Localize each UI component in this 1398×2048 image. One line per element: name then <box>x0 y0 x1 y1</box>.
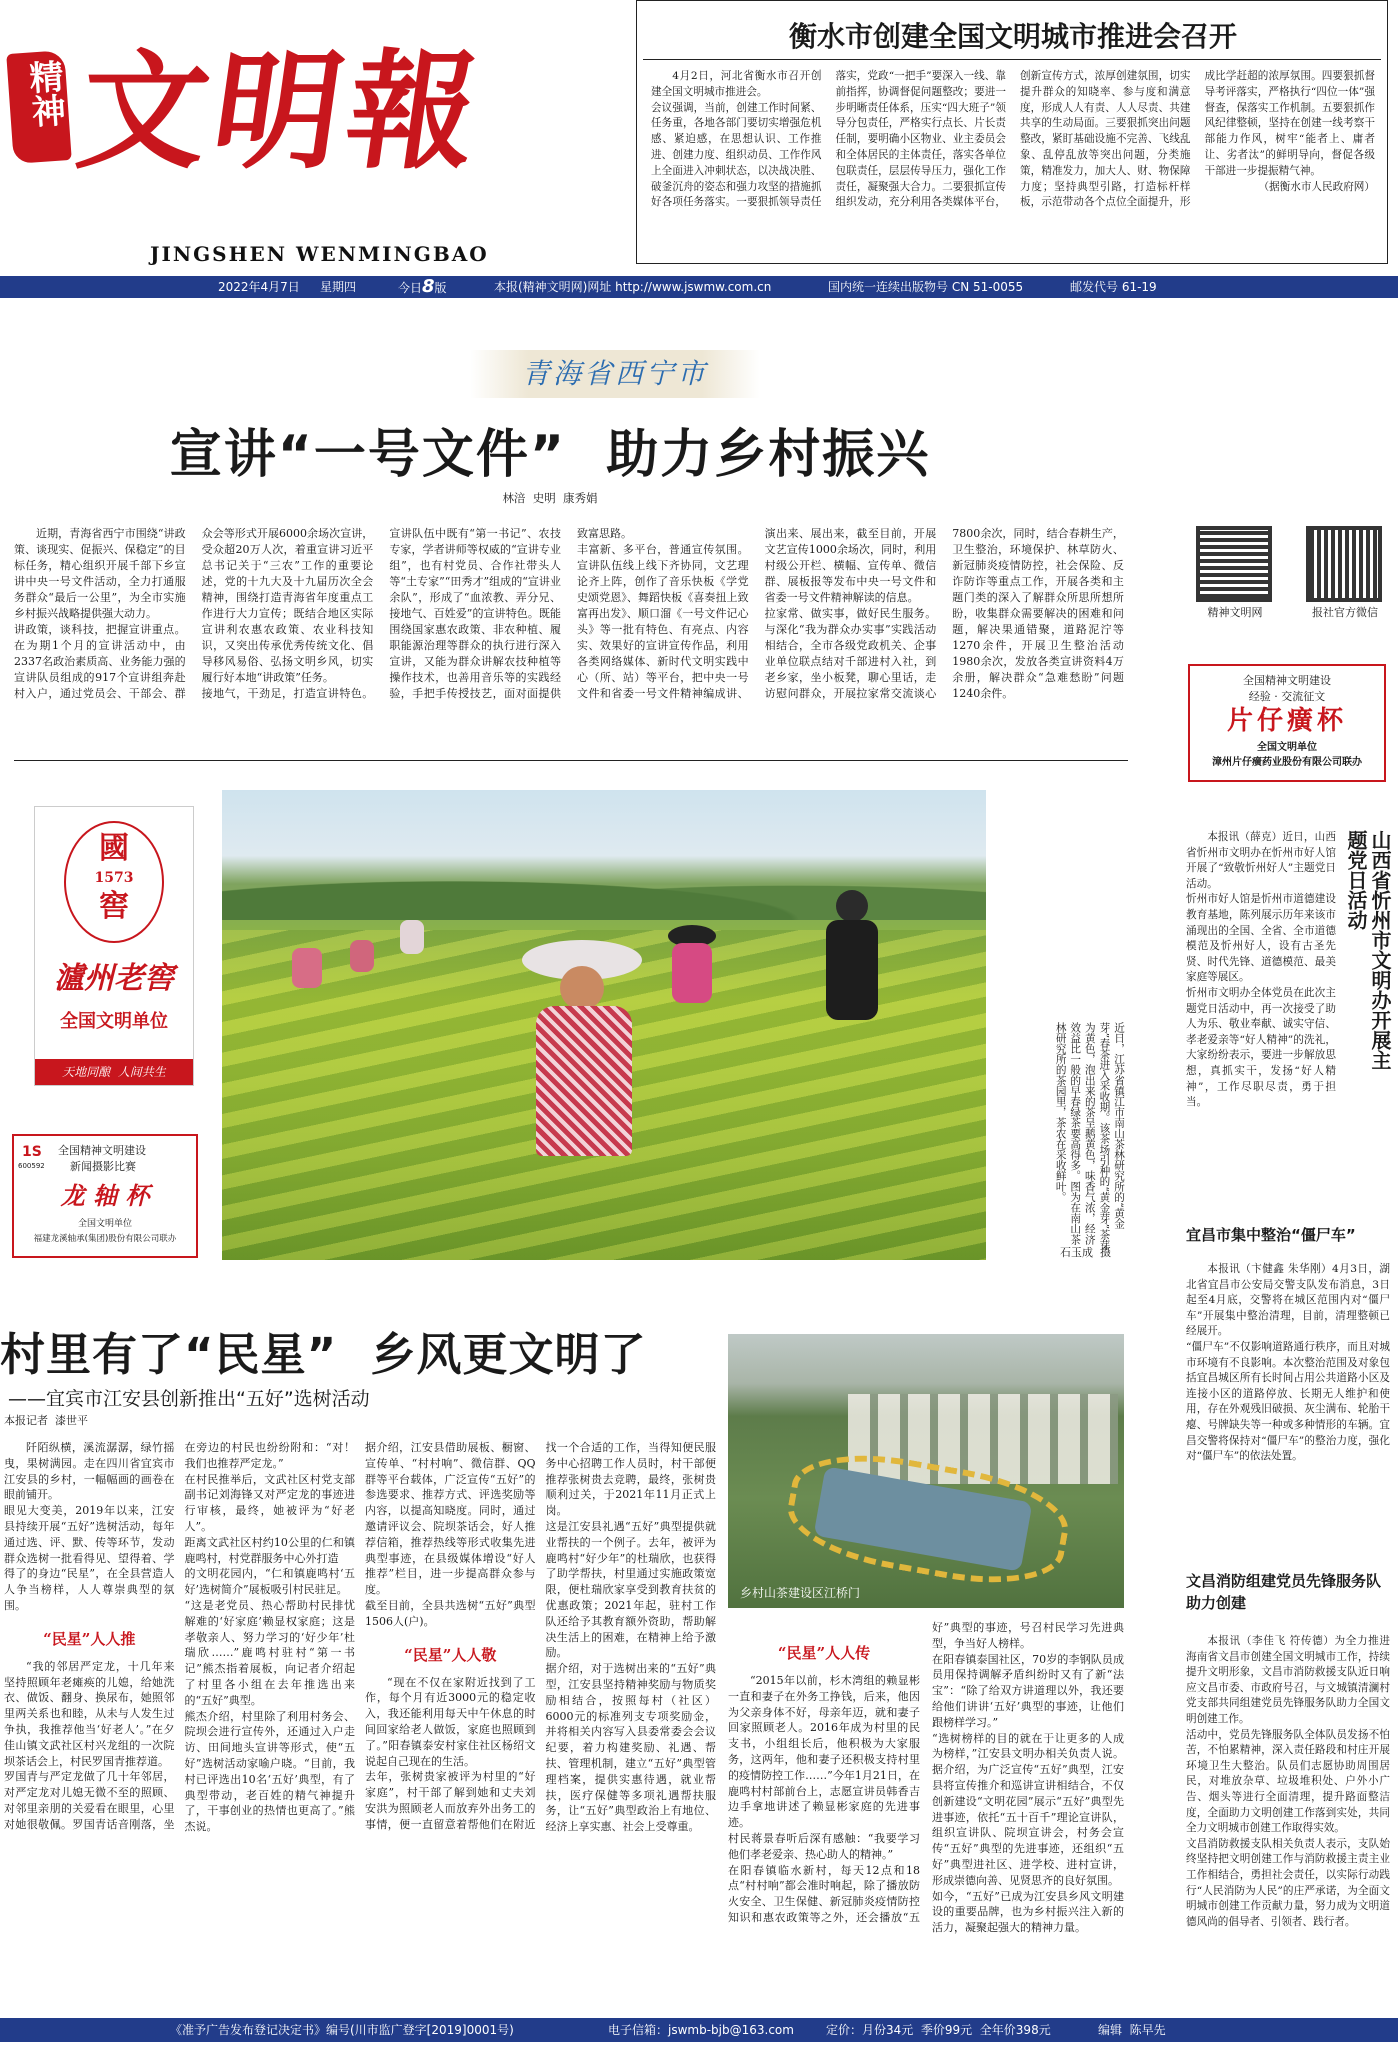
feature-body-left <box>4 1440 716 2000</box>
lead-body <box>14 526 1124 752</box>
lead-byline: 林涪 史明 康秀娟 <box>502 491 598 505</box>
ad-pzh-unit: 全国文明单位 <box>1257 742 1317 753</box>
ad-guojiao <box>34 806 194 1086</box>
qr-code-2 <box>1306 526 1382 602</box>
footer-pricing: 定价：月份34元 季价99元 全年价398元 <box>826 2023 1051 2037</box>
side1-body <box>1186 830 1336 1111</box>
ad-longzhou-logo: 1S <box>22 1144 42 1160</box>
qr-caption-2: 报社官方微信 <box>1312 606 1378 619</box>
feature-byline: 本报记者 漆世平 <box>4 1414 88 1427</box>
photo-worker-right <box>822 890 882 1020</box>
top-story-body <box>651 69 1375 259</box>
dateline-bar <box>0 276 1398 298</box>
ad-longzhou-l1: 全国精神文明建设 <box>58 1144 146 1157</box>
top-story-source: （据衡水市人民政府网） <box>1258 180 1375 193</box>
ad-guojiao-slogan: 天地同酿 人间共生 <box>62 1065 166 1079</box>
feature-body-right <box>728 1620 1124 2004</box>
dateline-pages-num: 8 <box>422 276 435 297</box>
side3-text: 本报讯（李佳飞 符传德）为全力推进海南省文昌市创建全国文明城市工作，持续提升文明形象，文昌市消防救援支队近日响应文昌市委、市政府号召，与文城镇清澜村党支部共同组建党员先锋服务队助力全国文明创建工作。 活动中，党员先锋服务队全体队员发扬不怕苦，不怕累精神，深入责任路段和村庄开展环境卫生大整治。队员们志愿协助周围居民，对堆放杂草、垃圾堆积处、户外小广告、烟头等进行全面清理，提升路面整洁度，全面助力文明创建工作落到实处，共同全力文明城市创建工作取得实效。 文昌消防救援支队相关负责人表示，支队始终坚持把文明创建工作与消防救援主责主业工作相结合，勇担社会责任，以实际行动践行“人民消防为人民”的庄严承诺，为全面文明城市创建工作贡献力量，努力成为文明道德风尚的倡导者、引领者、践行者。 <box>1186 1635 1390 1928</box>
footer-ad-permit: 《准予广告发布登记决定书》编号(川市监广登字[2019]0001号) <box>170 2023 514 2037</box>
feature-photo-caption: 乡村山茶建设区江桥门 <box>740 1586 861 1600</box>
side3-body <box>1186 1634 1390 2002</box>
feature-s1: “我的邻居严定龙，十几年来坚持照顾年老瘫痪的儿媳，给她洗衣、做饭、翻身、换尿布，她照邻里两关系也和睦，从未与人发生过争执，我推荐他当‘好老人’。”在夕佳山镇文武社区村兴龙组的一次院坝茶话会上，村民罗国青推荐道。 罗国青与严定龙做了几十年邻居，对严定龙对儿媳无微不至的照顾、对邻里亲朋的关爱看在眼里，心里对她很敬佩。罗国青话音刚落，坐在旁边的村民也纷纷附和：“对！我们也推荐严定龙。” 在村民推举后，文武社区村党支部副书记刘海锋又对严定龙的事迹进行审核，最终，她被评为“好老人”。 距离文武社区村约10公里的仁和镇鹿鸣村，村党群服务中心外打造 <box>4 1441 355 1831</box>
top-story-headline: 衡水市创建全国文明城市推进会召开 <box>788 20 1237 53</box>
masthead-seal <box>6 50 72 164</box>
dateline-date: 2022年4月7日 <box>218 280 300 294</box>
side1-text: 本报讯（薛克）近日，山西省忻州市文明办在忻州市好人馆开展了“致敬忻州好人”主题党日活动。 忻州市好人馆是忻州市道德建设教育基地，陈列展示历年来该市涌现出的全国、全省、全市道德模范及忻州好人，设有古圣先贤、时代先锋、道德模范、最美家庭等展区。 忻州市文明办全体党员在此次主题党日活动中，再一次接受了助人为乐、敬业奉献、诚实守信、孝老爱亲等“好人精神”的洗礼，大家纷纷表示，要进一步解放思想，真抓实干，发扬“好人精神”，工作尽职尽责，勇于担当。 <box>1186 831 1336 1109</box>
ad-longzhou-code: 600592 <box>18 1162 45 1170</box>
lead-kicker-banner <box>470 350 760 398</box>
ad-guojiao-brand: 瀘州老窖 <box>54 961 174 996</box>
tea-caption-author: 石玉成 摄 <box>1060 1246 1111 1259</box>
masthead <box>0 0 640 270</box>
ad-guojiao-unit: 全国文明单位 <box>60 1011 168 1032</box>
ad-longzhou-brand: 龙 轴 杯 <box>60 1181 150 1210</box>
worker3-body <box>672 943 712 1003</box>
worker-shirt <box>536 1006 632 1156</box>
ad-guojiao-seal-2: 窖 <box>99 889 129 924</box>
feature-photo <box>728 1334 1124 1608</box>
worker-face <box>560 966 604 1010</box>
feature-s1b: 的文明花园内，“仁和镇鹿鸣村‘五好’选树简介”展板吸引村民驻足。 “这是老党员、热心帮助村民排忧解难的‘好家庭’赖显权家庭；这是孝敬亲人、努力学习的‘好少年’杜瑞欣……”鹿鸣村驻村“第一书记”熊杰指着展板，向记者介绍起了村里各小组在去年推选出来的“五好”典型。 熊杰介绍，村里除了利用村务会、院坝会进行宣传外，还通过入户走访、田间地头宣讲等形式，使“五好”选树活动家喻户晓。“目前，我村已评选出10名‘五好’典型，有了典型带动，老百姓的精气神提升了，干事创业的热情也更高了。”熊杰说。 据介绍，江安县借助展板、橱窗、宣传单、“村村响”、微信群、QQ群等平台载体，广泛宣传“五好”的参选要求、推荐方式、评选奖励等内容，以提高知晓度。同时，通过邀请评议会、院坝茶话会，好人推荐信箱，推荐热线等形式收集先进典型事迹，在县级媒体增设“好人推荐”栏目，进一步提高群众参与度。 截至目前，全县共选树“五好”典型1506人(户)。 <box>184 1441 536 1834</box>
ad-guojiao-slogan-bar <box>35 1059 193 1085</box>
dateline-website: 本报(精神文明网)网址 http://www.jswmw.com.cn <box>494 280 772 294</box>
worker2-head <box>836 890 868 922</box>
masthead-seal-text: 精神 <box>21 58 67 129</box>
ad-pzh-top1: 全国精神文明建设 <box>1243 674 1331 687</box>
side1-headline: 山西省忻州市文明办开展主题党日活动 <box>1344 830 1392 1070</box>
dateline-pages <box>398 276 447 299</box>
feature-intro: 阡陌纵横，溪流潺潺，绿竹摇曳，果树满园。走在四川省宜宾市江安县的乡村，一幅幅画的画卷在眼前铺开。 眼见大变美，2019年以来，江安县持续开展“五好”选树活动，每年通过选、评、默、传等环节，发动群众选树一批看得见、望得着、学得了的身边“民星”，在全县营造人人争当榜样，人人尊崇典型的氛围。 <box>4 1441 175 1612</box>
feature-section1-title: “民星”人人推 <box>43 1629 136 1648</box>
feature-s3: “2015年以前，杉木湾组的赖显彬一直和妻子在外务工挣钱，后来，他因为父亲身体不好，母亲年迈，就和妻子回家照顾老人。2016年成为村里的民支书，小组组长后，他积极为大家服务，这两年，他和妻子还积极支持村里的疫情防控工作……”今年1月21日，在鹿鸣村村部前台上，志愿宣讲员韩香吉边手拿地讲述了赖显彬家庭的先进事迹。 村民蒋景春听后深有感触：“我要学习他们孝老爱亲、热心助人的精神。” 在阳春镇临水新村，每天12点和18点“村村响”都会准时响起，除了播放防火安全、卫生保健、新冠肺炎疫情防控知识和惠农政策等之外，还会播放“五好”典型的事迹，号召村民学习先进典型，争当好人榜样。 在阳春镇泰国社区，70岁的李钢队员成员用保持调解矛盾纠纷时又有了新“法宝”：“除了给双方讲道理以外，我还要给他们讲讲‘五好’典型的事迹，让他们跟榜样学习。” “选树榜样的目的就在于让更多的人成为榜样，”江安县文明办相关负责人说。据介绍，为广泛宣传“五好”典型，江安县将宣传推介和巡讲宣讲相结合，不仅创新建设“文明花园”展示“五好”典型先进事迹，依托“五十百千”理论宣讲队，组织宣讲队、院坝宣讲会，村务会宣传“五好”典型的先进事迹，还组织“五好”典型进社区、进学校、进村宣讲，形成崇德向善、见贤思齐的良好氛围。 如今，“五好”已成为江安县乡风文明建设的重要品牌，也为乡村振兴注入新的活力，凝聚起强大的精神力量。 <box>728 1621 1124 1935</box>
ad-longzhou-unit: 全国文明单位 <box>77 1219 132 1229</box>
ad-longzhou <box>12 1134 198 1258</box>
feature-s2: “现在不仅在家附近找到了工作，每个月有近3000元的稳定收入，我还能利用每天中午休息的时间回家给老人做饭，家庭也照顾到了。”阳春镇泰安村家住社区杨绍文说起自己现在的生活。 去年，张树贵家被评为村里的“好家庭”，村干部了解到她和丈夫刘安洪为照顾老人而放弃外出务工的事情，便一直留意着帮他们在附近找一个合适的工作，当得知便民服务中心招聘工作人员时，村干部便推荐张树贵去竞聘，最终，张树贵顺利过关，于2021年11月正式上岗。 这是江安县礼遇“五好”典型提供就业帮扶的一个例子。去年，被评为鹿鸣村“好少年”的杜瑞欣，也获得了助学帮扶，村里通过实施政策宽限，便杜瑞欣家享受到教育扶贫的优惠政策；2021年起，驻村工作队还给予其教育额外资助，帮助解决生活上的困难，在精神上给予激励。 据介绍，对于选树出来的“五好”典型，江安县坚持精神奖励与物质奖励相结合，按照每村（社区）6000元的标准列支专项奖励金，并将相关内容写入县委常委会会议纪要，着力构建奖励、礼遇、帮扶、管理机制，建立“五好”典型管理档案，提供实惠待遇，就业帮扶，医疗保健等多项礼遇帮扶服务，让“五好”典型政治上有地位、经济上享实惠、社会上受尊重。 <box>365 1441 716 1834</box>
lead-bottom-rule <box>14 760 1128 761</box>
ad-longzhou-company: 福建龙溪轴承(集团)股份有限公司联办 <box>33 1234 177 1244</box>
tea-garden-photo <box>222 790 986 1260</box>
lead-kicker: 青海省西宁市 <box>521 357 708 390</box>
photo-worker-far3 <box>400 920 424 954</box>
dateline-issn: 国内统一连续出版物号 CN 51-0055 <box>828 280 1024 294</box>
side3-headline: 文昌消防组建党员先锋服务队助力创建 <box>1186 1572 1382 1612</box>
lead-headline: 宣讲“一号文件” 助力乡村振兴 <box>169 425 931 485</box>
footer-editor: 编辑 陈早先 <box>1098 2023 1166 2037</box>
ad-guojiao-seal-num: 1573 <box>94 870 134 886</box>
top-story-rule <box>643 59 1381 60</box>
tea-caption-text: 近日，江苏省镇江市南山茶林研究所的“黄金芽”春茶进入采收期。该茶场引种的“黄金芽”茶芽为黄色，泡出来的茶呈鹅黄色，味香气浓，经济效益比一般的早春绿茶要高得多。图为在南山茶林研究所的茶园里，茶农在采收鲜叶。 <box>1054 1022 1125 1251</box>
top-story-text: 4月2日，河北省衡水市召开创建全国文明城市推进会。 会议强调，当前，创建工作时间紧、任务重，各地各部门要切实增强危机感、紧迫感，在思想认识、工作推进、创建力度、组织动员、工作作风上全面进入冲刺状态，以决战决胜、破釜沉舟的姿态和强力攻坚的措施抓好各项任务落实。一要狠抓领导责任落实，党政“一把手”要深入一线、靠前指挥，协调督促问题整改；要进一步明晰责任体系，压实“四大班子”领导分包责任，严格实行点长、片长责任制，要明确小区物业、业主委员会和全体居民的主体责任，落实各单位包联责任，层层传导压力，强化工作责任，凝聚强大合力。二要狠抓宣传组织发动，充分利用各类媒体平台，创新宣传方式，浓厚创建氛围，切实提升群众的知晓率、参与度和满意度，形成人人有责、人人尽责、共建共享的生动局面。三要狠抓突出问题整改，紧盯基础设施不完善、飞线乱象、乱停乱放等突出问题，分类施策，精准发力，加大人、财、物保障力度；坚持典型引路，打造标杆样板，示范带动各个点位全面提升，形成比学赶超的浓厚氛围。四要狠抓督导考评落实，严格执行“四位一体”强督查，保落实工作机制。五要狠抓作风纪律整顿，坚持在创建一线考察干部能力作风，树牢“能者上、庸者让、劣者汰”的鲜明导向，督促各级干部进一步提振精气神。 <box>651 70 1375 209</box>
photo-worker-main <box>522 940 642 1150</box>
dateline-postal: 邮发代号 61-19 <box>1070 280 1157 294</box>
ad-longzhou-l2: 新闻摄影比赛 <box>70 1160 136 1173</box>
dateline-pages-prefix: 今日 <box>398 281 423 295</box>
dateline-weekday: 星期四 <box>320 280 357 294</box>
top-story-box <box>636 0 1388 264</box>
photo-worker-far1 <box>292 948 322 988</box>
masthead-pinyin: JINGSHEN WENMINGBAO <box>150 242 489 266</box>
ad-pianzaihuang <box>1188 664 1386 782</box>
masthead-title: 文明報 <box>69 37 493 187</box>
side2-body <box>1186 1262 1390 1465</box>
lead-text: 近期，青海省西宁市围绕“讲政策、谈现实、促振兴、保稳定”的目标任务，精心组织开展千部下乡宣讲中央一号文件活动，全力打通服务群众“最后一公里”，为全市实施乡村振兴战略提供强大动力。 讲政策，谈科技，把握宣讲重点。在为期1个月的宣讲活动中，由2337名政治素质高、业务能力强的宣讲队员组成的917个宣讲组奔赴村入户，通过党员会、干部会、群众会等形式开展6000余场次宣讲，受众超20万人次，着重宣讲习近平总书记关于“三农”工作的重要论述，党的十九大及十九届历次全会精神，围绕打造青海省年度重点工作进行大力宣传；既结合地区实际宣讲利农惠农政策、农业科技知识，又突出传承优秀传统文化、倡导移风易俗、弘扬文明乡风，切实履行好本地“讲政策”任务。 接地气，干劲足，打造宣讲特色。宣讲队伍中既有“第一书记”、农技专家，学者讲师等权威的“宣讲专业组”，也有村党员、合作社带头人等“土专家”“田秀才”组成的“宣讲业余队”，形成了“血浓教、弄分兄、接地气、百姓爱”的宣讲特色。既能围绕国家惠农政策、非农种植、履职能源治理等群众的执行进行深入宣讲，又能为群众讲解农技种植等操作技术，也善用音乐等的实践经验，手把手传授技艺，面对面提供致富思路。 丰富新、多平台，普通宣传氛围。宣讲队伍线上线下齐协同，文艺理论齐上阵，创作了音乐快板《学党史颂党恩》、舞蹈快板《喜奏扭上致富再出发》、顺口溜《一号文件记心头》等一批有特色、有亮点、内容实、效果好的宣讲宣传作品，利用各类网络媒体、新时代文明实践中心（所、站）等平台，把中央一号文件和省委一号文件精神编成讲、演出来、展出来，截至目前，开展文艺宣传1000余场次，同时，利用村级公开栏、横幅、宣传单、微信群、展板报等发布中央一号文件和省委一号文件精神解读的信息。 拉家常、做实事，做好民生服务。与深化“我为群众办实事”实践活动相结合，全市各级党政机关、企事业单位联点结对千部进村入社，到老乡家，坐小板凳，聊心里话，走访慰问群众，开展拉家常交流谈心7800余次，同时，结合春耕生产，卫生整治，环境保护、林草防火、新冠肺炎疫情防控，社会保险、反诈防诈等重点工作，开展各类和主题门类的深入了解群众所思所想所盼，收集群众需要解决的困难和问题，解决果通错聚，道路泥泞等1270余件，开展卫生整治活动1980余次，发放各类宣讲资料4万余册，解决群众“急难愁盼”问题1240余件。 <box>14 527 1124 700</box>
feature-headline: 村里有了“民星” 乡风更文明了 <box>0 1328 647 1381</box>
ad-pzh-brand: 片仔癀杯 <box>1226 706 1347 736</box>
feature-subheadline: ——宜宾市江安县创新推出“五好”选树活动 <box>8 1388 370 1410</box>
worker2-body <box>826 920 878 1020</box>
ad-guojiao-seal-1: 國 <box>99 831 129 866</box>
feature-section3-title: “民星”人人传 <box>777 1644 871 1662</box>
qr-caption-1: 精神文明网 <box>1207 606 1263 619</box>
side2-text: 本报讯（卞健鑫 朱华刚）4月3日，湖北省宜昌市公安局交警支队发布消息，3日起至4月底，交警将在城区范围内对“僵尸车”开展集中整治清理，目前，清理整顿已经展开。 “僵尸车”不仅影响道路通行秩序，而且对城市环境有不良影响。本次整治范围及对象包括宜昌城区所有长时间占用公共道路小区及连接小区的道路停放、长期无人维护和使用，存在外观残旧破损、灰尘满布、轮胎干瘪、号牌缺失等一种或多种情形的车辆。宜昌交警将保持对“僵尸车”的整治力度，强化对“僵尸车”的依法处置。 <box>1186 1263 1390 1463</box>
footer-bar <box>0 2018 1398 2042</box>
dateline-pages-suffix: 版 <box>434 281 447 295</box>
photo-worker-far2 <box>350 940 374 972</box>
tea-photo-caption <box>990 1022 1126 1260</box>
ad-guojiao-seal <box>64 821 164 943</box>
ad-pzh-top2: 经验 · 交流征文 <box>1248 690 1326 703</box>
ad-pzh-company: 漳州片仔癀药业股份有限公司联办 <box>1212 757 1362 768</box>
side2-headline: 宜昌市集中整治“僵尸车” <box>1186 1226 1356 1244</box>
photo-worker-mid <box>662 925 722 1005</box>
feature-section2-title: “民星”人人敬 <box>404 1645 497 1664</box>
qr-code-1 <box>1196 526 1272 602</box>
footer-email: 电子信箱：jswmb-bjb@163.com <box>608 2023 794 2037</box>
